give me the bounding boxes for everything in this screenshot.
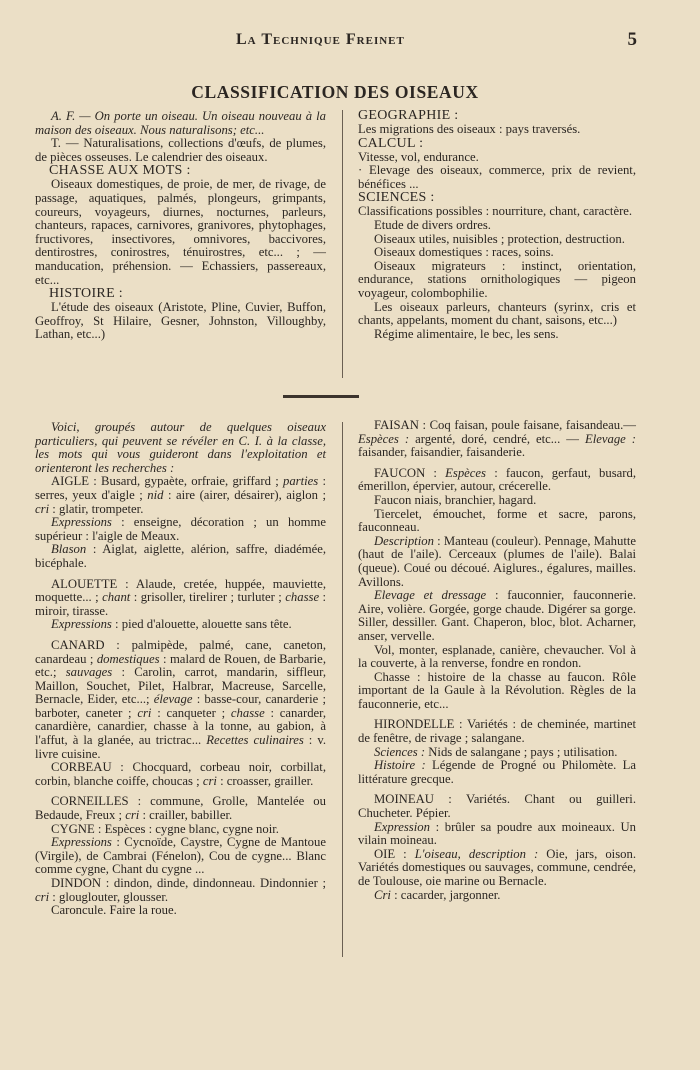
entry-oie: OIE : L'oiseau, description : Oie, jars, oison. Variétés domestiques ou sauvages, commune, cendrée, de Toulouse, oie marine ou Bernacle.: [358, 846, 636, 888]
journal-title: La Technique Freinet: [236, 31, 405, 48]
entry-faucon-vol: Vol, monter, esplanade, canière, chevaucher. Vol à la couverte, à la renverse, fondre en rondon.: [358, 642, 636, 671]
paragraph: Les migrations des oiseaux : pays traversés.: [358, 122, 581, 136]
entry-faucon-line: Faucon niais, branchier, hagard.: [374, 492, 537, 507]
paragraph: Oiseaux domestiques, de proie, de mer, de rivage, de passage, aquatiques, palmés, plongeurs, grimpants, coureurs, voyageurs, diurnes, nocturnes, parleurs, chanteurs, rapaces, carnivores, granivores, phytophages, fructivores, insectivores, omnivores, baccivores, dentirostres, conirostres, ténuirostres, etc... ; — manducation, préhension. — Echassiers, passereaux, etc...: [35, 177, 326, 287]
entry-aigle-expressions: Expressions : enseigne, décoration ; un homme supérieur : l'aigle de Meaux.: [35, 515, 327, 543]
paragraph: Etude de divers ordres.: [374, 217, 491, 232]
entry-aigle-blason: Blason : Aiglat, aiglette, alérion, saffre, diadémée, bicéphale.: [35, 542, 326, 570]
page-number: 5: [627, 29, 637, 50]
entry-faisan: FAISAN : Coq faisan, poule faisane, faisandeau.— Espèces : argenté, doré, cendré, etc... — Elevage : faisander, faisandier, faisanderie.: [358, 418, 636, 460]
paragraph: T. — Naturalisations, collections d'œufs, de plumes, de pièces osseuses. Le calendrier des oiseaux.: [35, 136, 326, 164]
intro-paragraph: Voici, groupés autour de quelques oiseaux particuliers, qui peuvent se révéler en C. I. à la classe, les mots qui vous guideront dans l'exploitation et orienteront les recherches :: [35, 420, 326, 475]
entry-faucon-line: Tiercelet, émouchet, forme et sacre, parons, fauconneau.: [358, 506, 636, 535]
entry-hirondelle-histoire: Histoire : Légende de Progné ou Philomète. La littérature grecque.: [358, 758, 637, 786]
paragraph: Oiseaux domestiques : races, soins.: [374, 245, 554, 260]
paragraph: · Elevage des oiseaux, commerce, prix de revient, bénéfices ...: [358, 163, 636, 191]
entry-alouette: ALOUETTE : Alaude, cretée, huppée, mauviette, moquette... ; chant : grisoller, tirelirer ; turluter ; chasse : miroir, tirasse.: [35, 576, 327, 618]
column-divider: [342, 110, 343, 378]
entry-hirondelle: HIRONDELLE : Variétés : de cheminée, martinet de fenêtre, de rivage ; salangane.: [358, 717, 636, 746]
entry-alouette-expressions: Expressions : pied d'alouette, alouette sans tête.: [51, 617, 292, 632]
paragraph: Régime alimentaire, le bec, les sens.: [374, 326, 559, 341]
top-left-column: [35, 110, 326, 342]
entry-dindon: DINDON : dindon, dinde, dindonneau. Dindonnier ; cri : glouglouter, glousser.: [35, 876, 326, 904]
section-heading: SCIENCES :: [358, 190, 435, 206]
entry-cygne: CYGNE : Espèces : cygne blanc, cygne noir.: [51, 821, 279, 836]
entry-canard: CANARD : palmipède, palmé, cane, caneton, canardeau ; domestiques : malard de Rouen, de Barbarie, etc.; sauvages : Carolin, carrot, mandarin, siffleur, Maillon, Souchet, Pilet, Halbrar, Macreuse, Sarcelle, Bernacle, Eider, etc...; élevage : basse-cour, canarderie ; barboter, caneter ; cri : canqueter ; chasse : canarder, canardière, canardier, chasse à la tonne, au gabion, à l'affut, à la glanée, au trictrac... Recettes culinaires : v. livre cuisine.: [35, 637, 327, 761]
paragraph: Les oiseaux parleurs, chanteurs (syrinx, cris et chants, appelants, moment du chant, saisons, etc...): [358, 299, 636, 328]
article-title: CLASSIFICATION DES OISEAUX: [191, 82, 479, 102]
entry-faucon-chasse: Chasse : histoire de la chasse au faucon. Rôle important de la Gaule à la Révolution. Règles de la fauconnerie, etc...: [358, 669, 636, 711]
entry-corneilles: CORNEILLES : commune, Grolle, Mantelée ou Bedaude, Freux ; cri : crailler, babiller.: [35, 794, 326, 823]
entry-faucon-description: Description : Manteau (couleur). Pennage, Mahutte (haut de l'aile). Cerceaux (plumes de l'aile). Balai (queue). Coué ou découé. Aiglures., égalures, mailles. Avillons.: [358, 533, 637, 589]
entry-cygne-expressions: Expressions : Cycnoïde, Caystre, Cygne de Mantoue (Virgile), de Cambrai (Fénelon), Cou de cygne... Blanc comme cygne, Chant du cygne ...: [35, 835, 327, 877]
entry-oie-cri: Cri : cacarder, jargonner.: [374, 887, 501, 902]
entry-moineau: MOINEAU : Variétés. Chant ou guilleri. Chucheter. Pépier.: [358, 792, 636, 821]
top-right-column: [358, 109, 636, 341]
paragraph: L'étude des oiseaux (Aristote, Pline, Cuvier, Buffon, Geoffroy, St Hilaire, Gesner, Johnston, Villoughby, Lathan, etc...): [35, 300, 326, 342]
entry-corbeau: CORBEAU : Chocquard, corbeau noir, corbillat, corbin, blanche coiffe, choucas ; cri : croasser, grailler.: [35, 760, 326, 788]
paragraph: Vitesse, vol, endurance.: [358, 149, 479, 164]
section-heading: GEOGRAPHIE :: [358, 108, 459, 123]
running-header: [0, 31, 700, 53]
column-divider: [342, 422, 343, 957]
paragraph: Classifications possibles : nourriture, chant, caractère.: [358, 204, 633, 219]
bottom-left-column: [35, 421, 326, 918]
section-heading: CALCUL :: [358, 135, 424, 151]
section-heading: HISTOIRE :: [49, 286, 123, 302]
entry-dindon-note: Caroncule. Faire la roue.: [51, 903, 177, 918]
entry-hirondelle-sciences: Sciences : Nids de salangane ; pays ; utilisation.: [374, 744, 618, 759]
section-heading: CHASSE AUX MOTS :: [49, 163, 191, 179]
entry-faucon: FAUCON : Espèces : faucon, gerfaut, busard, émerillon, épervier, autour, crécerelle.: [358, 465, 637, 494]
bottom-right-column: [358, 419, 636, 902]
entry-faucon-elevage: Elevage et dressage : fauconnier, fauconnerie. Aire, volière. Gorgée, gorge chaude. Digérer sa gorge. Siller, dessiller. Gant. Chaperon, bloc, blot. Acharner, anser, vervelle.: [358, 588, 637, 643]
entry-moineau-expression: Expression : brûler sa poudre aux moineaux. Un vilain moineau.: [358, 819, 637, 848]
paragraph: Oiseaux utiles, nuisibles ; protection, destruction.: [374, 231, 625, 246]
section-rule: [283, 395, 359, 398]
paragraph: A. F. — On porte un oiseau. Un oiseau nouveau à la maison des oiseaux. Nous naturalisons; etc...: [35, 109, 326, 137]
paragraph: Oiseaux migrateurs : instinct, orientation, endurance, stations ornithologiques — pigeon voyageur, colombophilie.: [358, 258, 636, 300]
entry-aigle: AIGLE : Busard, gypaète, orfraie, griffard ; parties : serres, yeux d'aigle ; nid : aire (airer, désairer), aiglon ; cri : glatir, trompeter.: [35, 474, 327, 516]
